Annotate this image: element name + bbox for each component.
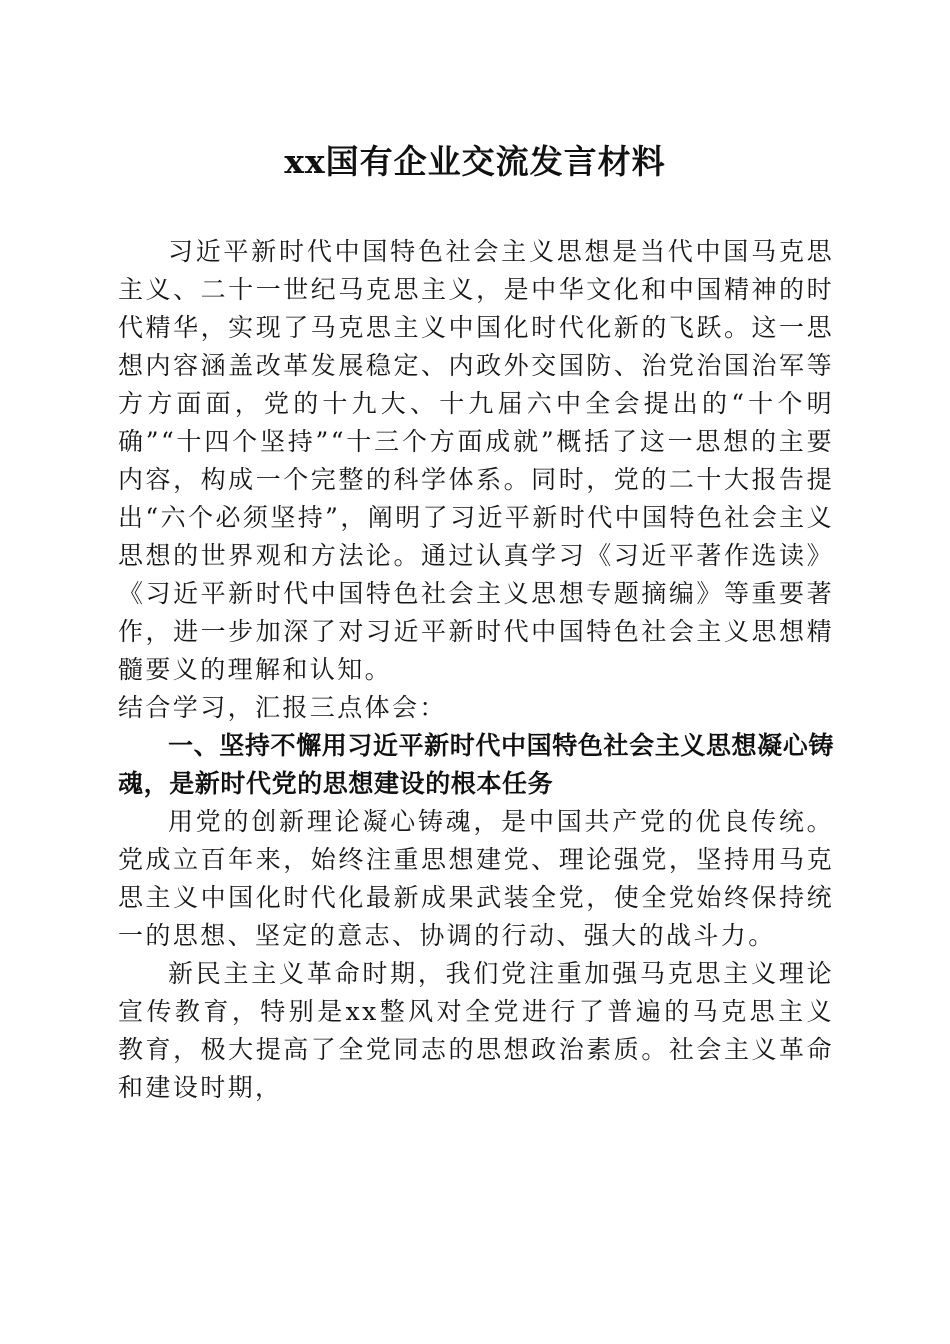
summary-line: 结合学习，汇报三点体会： <box>118 693 447 722</box>
document-body <box>118 233 834 1107</box>
intro-paragraph: 习近平新时代中国特色社会主义思想是当代中国马克思主义、二十一世纪马克思主义，是中华文化和中国精神的时代精华，实现了马克思主义中国化时代化新的飞跃。这一思想内容涵盖改革发展稳定、内政外交国防、治党治国治军等方方面面，党的十九大、十九届六中全会提出的“十个明确”“十四个坚持”“十三个方面成就”概括了这一思想的主要内容，构成一个完整的科学体系。同时，党的二十大报告提出“六个必须坚持”，阐明了习近平新时代中国特色社会主义思想的世界观和方法论。通过认真学习《习近平著作选读》《习近平新时代中国特色社会主义思想专题摘编》等重要著作，进一步加深了对习近平新时代中国特色社会主义思想精髓要义的理解和认知。 <box>118 237 834 684</box>
section-1-paragraph-1: 用党的创新理论凝心铸魂，是中国共产党的优良传统。党成立百年来，始终注重思想建党、理论强党，坚持用马克思主义中国化时代化最新成果武装全党，使全党始终保持统一的思想、坚定的意志、协调的行动、强大的战斗力。 <box>118 807 834 950</box>
section-1-paragraph-2: 新民主主义革命时期，我们党注重加强马克思主义理论宣传教育，特别是xx整风对全党进行了普遍的马克思主义教育，极大提高了全党同志的思想政治素质。社会主义革命和建设时期， <box>118 959 834 1102</box>
section-heading-1: 一、坚持不懈用习近平新时代中国特色社会主义思想凝心铸魂，是新时代党的思想建设的根本任务 <box>118 731 834 798</box>
document-title: xx国有企业交流发言材料 <box>284 142 666 181</box>
